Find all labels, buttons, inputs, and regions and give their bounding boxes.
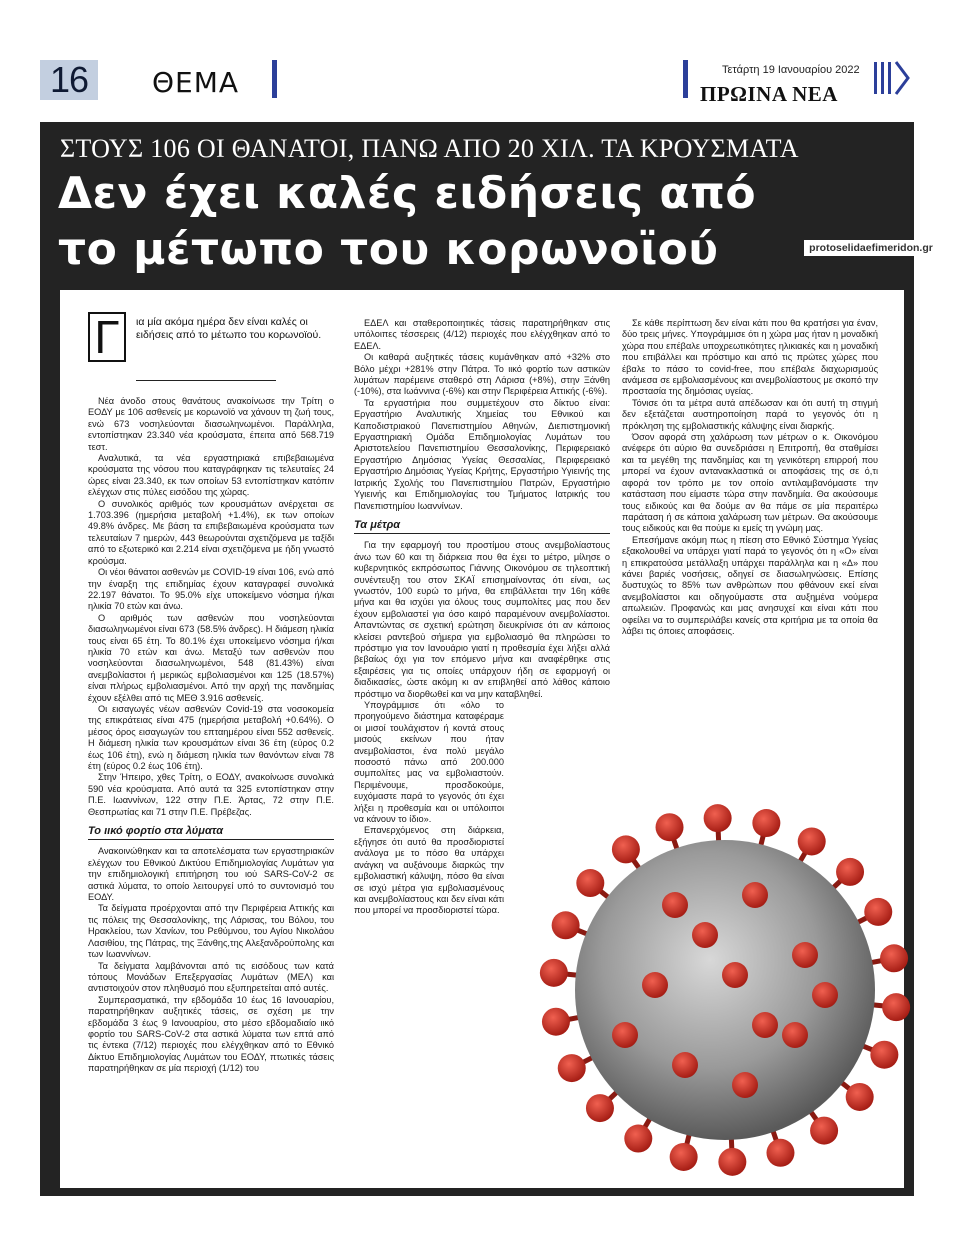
paragraph: Νέα άνοδο στους θανάτους ανακοίνωσε την Τρίτη ο ΕΟΔΥ με 106 ασθενείς με κορωνοϊό να χάνουν τη ζωή τους, ενώ 673 νοσηλεύονται διασωληνωμένοι. Παράλληλα, εντοπίστηκαν 23.340 νέα κρούσματα, έπειτα από 568.719 τεστ.	[88, 396, 334, 452]
spike-head	[670, 1143, 698, 1171]
article-headline	[58, 166, 798, 278]
surface-spike	[752, 1012, 778, 1038]
paragraph: Οι νέοι θάνατοι ασθενών με COVID-19 είναι 106, ενώ από την έναρξη της επιδημίας έχουν καταγραφεί συνολικά 22.197 θάνατοι. Το 95.0% είχε υποκείμενο νόσημα ή/και ηλικία 70 ετών και άνω.	[88, 567, 334, 612]
spike-head	[798, 827, 826, 855]
paragraph: Ανακοινώθηκαν και τα αποτελέσματα των εργαστηριακών ελέγχων του Εθνικού Δικτύου Επιδημιολογίας Λυμάτων για την επιδημιολογική επιτήρηση του ιού SARS-CoV-2 σε αστικά λύματα, το οποίο λειτουργεί υπό το συντονισμό του ΕΟΔΥ.	[88, 846, 334, 903]
paragraph: Αναλυτικά, τα νέα εργαστηριακά επιβεβαιωμένα κρούσματα της νόσου που καταγράφηκαν τις τελευταίες 24 ώρες είναι 23.340, εκ των οποίων 53 εντοπίστηκαν κατόπιν ελέγχων στις πύλες εισόδου της χώρας.	[88, 453, 334, 498]
surface-spike	[612, 1022, 638, 1048]
article-kicker: ΣΤΟΥΣ 106 ΟΙ ΘΑΝΑΤΟΙ, ΠΑΝΩ ΑΠΟ 20 ΧΙΛ. ΤΑ ΚΡΟΥΣΜΑΤΑ	[60, 134, 799, 163]
spike-head	[542, 1008, 570, 1036]
surface-spike	[742, 882, 768, 908]
headline-line-2: το μέτωπο του κορωνοϊού	[58, 224, 719, 275]
spike-head	[846, 1083, 874, 1111]
spike-head	[558, 1054, 586, 1082]
section-title: ΘΕΜΑ	[152, 66, 240, 99]
spike-head	[836, 858, 864, 886]
paragraph: Σε κάθε περίπτωση δεν είναι κάτι που θα κρατήσει για έναν, δύο τρεις μήνες. Υπογράμμισε ότι η χώρα μας ήταν η μοναδική χώρα που επέβαλε υποχρεωτικότητες ηλικιακές και η μοναδική που επιβάλλει και πρόστιμο και από τις πρώτες χώρες που έβαλε το πάσο το covid-free, που επέβαλε διαχωρισμούς ανάμεσα σε εμβολιασμένους και ανεμβολίαστους με σκοπό την προστασία της δημόσιας υγείας.	[622, 318, 878, 397]
spike-head	[612, 835, 640, 863]
paragraph: Στην Ήπειρο, χθες Τρίτη, ο ΕΟΔΥ, ανακοίνωσε συνολικά 590 νέα κρούσματα. Από αυτά τα 325 εντοπίστηκαν στην Π.Ε. Ιωαννίνων, 122 στην Π.Ε. Άρτας, 72 στην Π.Ε. Θεσπρωτίας και 71 στην Π.Ε. Πρέβεζας.	[88, 772, 334, 817]
paragraph: Τα δείγματα λαμβάνονται από τις εισόδους των κατά τόπους Μονάδων Επεξεργασίας Λυμάτων (ΜΕΛ) και αντιστοιχούν στον πληθυσμό που εξυπηρετείται από αυτές.	[88, 960, 334, 994]
spike-head	[766, 1139, 794, 1167]
surface-spike	[812, 982, 838, 1008]
spike-head	[656, 813, 684, 841]
spike-head	[718, 1148, 746, 1176]
surface-spike	[782, 1022, 808, 1048]
paragraph: Οι εισαγωγές νέων ασθενών Covid-19 στα νοσοκομεία της επικράτειας είναι 475 (ημερήσια μεταβολή +0.64%). Ο μέσος όρος εισαγωγών του επταημέρου είναι 552 ασθενείς. Η διάμεση ηλικία των κρουσμάτων είναι 36 έτη (εύρος 0.2 έως 106 έτη), ενώ η διάμεση ηλικία των θανόντων είναι 78 έτη (εύρος 0.2 έως 106 έτη).	[88, 703, 334, 771]
paragraph: Ο αριθμός των ασθενών που νοσηλεύονται διασωληνωμένοι είναι 673 (58.5% άνδρες). Η διάμεση ηλικία τους είναι 65 έτη. Το 80.1% έχει υποκείμενο νόσημα ή/και ηλικία 70 ετών και άνω. Μεταξύ των ασθενών που νοσηλεύονται διασωληνωμένοι, 548 (81.43%) είναι ανεμβολίαστοι ή μερικώς εμβολιασμένοι και 125 (18.57%) είναι πλήρως εμβολιασμένοι. Από την αρχή της πανδημίας έχουν εξέλθει από τις ΜΕΘ 3.916 ασθενείς.	[88, 612, 334, 703]
spike-head	[880, 944, 908, 972]
paragraph: Τόνισε ότι τα μέτρα αυτά απέδωσαν και ότι αυτή τη στιγμή δεν εξετάζεται αυστηροποίηση παρά το γεγονός ότι η πρόκληση της εμβολιαστικής κάλυψης είναι διαρκής.	[622, 397, 878, 431]
surface-spike	[672, 1052, 698, 1078]
surface-spike	[642, 972, 668, 998]
paragraph: Συμπερασματικά, την εβδομάδα 10 έως 16 Ιανουαρίου, παρατηρήθηκαν αυξητικές τάσεις, σε σχέση με την εβδομάδα 3 έως 9 Ιανουαρίου, στο μέσο εβδομαδιαίο ιικό φορτίο του SARS-CoV-2 στα αστικά λύματα των επτά από τις έντεκα (7/12) περιοχές που ελέγχθηκαν από το Εθνικό Δίκτυο Επιδημιολογίας Λυμάτων του ΕΟΔΥ, πτωτικές τάσεις παρατηρήθηκαν σε μία περιοχή (1/12) του	[88, 994, 334, 1074]
paragraph: Ο συνολικός αριθμός των κρουσμάτων ανέρχεται σε 1.703.396 (ημερήσια μεταβολή +1.4%), εκ των οποίων 49.8% άνδρες. Με βάση τα επιβεβαιωμένα κρούσματα των τελευταίων 7 ημερών, 443 θεωρούνται σχετιζόμενα με ταξίδι από το εξωτερικό και 2.214 είναι σχετιζόμενα με ήδη γνωστό κρούσμα.	[88, 498, 334, 566]
paragraph: Οι καθαρά αυξητικές τάσεις κυμάνθηκαν από +32% στο Βόλο μέχρι +281% στην Πάτρα. Το ιικό φορτίο των αστικών λυμάτων παρέμεινε σταθερό στη Λάρισα (+8%), στην Ξάνθη (-10%), στα Ιωάννινα (-6%) και στην Περιφέρεια Αττικής (-6%).	[354, 352, 610, 397]
spike-head	[864, 898, 892, 926]
coronavirus-illustration	[505, 785, 925, 1180]
lead-divider	[136, 380, 276, 381]
spike-head	[540, 959, 568, 987]
newspaper-logo-icon	[872, 60, 912, 96]
spike-head	[704, 804, 732, 832]
article-lead: ια μία ακόμα ημέρα δεν είναι καλές οι ειδήσεις από το μέτωπο του κορωνοϊού.	[136, 316, 322, 341]
paragraph: Για την εφαρμογή του προστίμου στους ανεμβολίαστους άνω των 60 και τη διάρκεια που θα έχει το μέτρο, μίλησε ο κυβερνητικός εκπρόσωπος Γιάννης Οικονόμου σε τηλεοπτική συνέντευξη του στον ΣΚΑΪ επισημαίνοντας ότι είναι, ως γνωστόν, 100 ευρώ το μήνα, θα επιβάλλεται την 16η κάθε μήνα και θα ισχύει για όλους τους συμπολίτες μας που δεν έχουν εμβολιαστεί για όσο καιρό παραμένουν ανεμβολίαστοι. Απαντώντας σε σχετική ερώτηση διευκρίνισε ότι αν κάποιος κλείσει ραντεβού σήμερα για εμβολιασμό θα πληρώσει το πρόστιμο για τον Ιανουάριο γιατί η προθεσμία έχει λήξει αλλά βεβαίως όχι για τον επόμενο μήνα και αναφέρθηκε στις εξαιρέσεις για τις οποίες υπάρχουν ήδη σε εφαρμογή οι διαδικασίες, ώστε ακόμη κι αν επιβληθεί από λάθος κάποιο πρόστιμο να διορθωθεί και να μην καταβληθεί.	[354, 540, 610, 699]
paragraph: Υπογράμμισε ότι «όλο το προηγούμενο διάστημα καταφέραμε οι μισοί τουλάχιστον ή κοντά στους μισούς εκείνων που ήταν ανεμβολίαστοι, ένα πολύ μεγάλο ποσοστό πάνω από 200.000 συμπολίτες μας να εμβολιαστούν. Περιμένουμε, προσδοκούμε, ευχόμαστε παρά το γεγονός ότι έχει λήξει η προθεσμία και οι υπόλοιποι να κάνουν το ίδιο».	[354, 700, 504, 825]
newspaper-name: ΠΡΩΙΝΑ ΝΕΑ	[700, 82, 838, 106]
spike-head	[870, 1041, 898, 1069]
subheading: Τα μέτρα	[354, 520, 610, 534]
page-number: 16	[40, 60, 98, 100]
paragraph: Επανερχόμενος στη διάρκεια, εξήγησε ότι αυτό θα προσδιοριστεί ανάλογα με το πόσο θα υπάρχει ανάγκη να αυξάνουμε διαρκώς την εμβολιαστική κάλυψη, πόσο θα είναι σε ισχύ μέτρα για εμβολιασμένους και ανεμβολίαστους και δεν είναι κάτι που μπορεί να προσδιοριστεί τώρα.	[354, 825, 504, 916]
paragraph: Όσον αφορά στη χαλάρωση των μέτρων ο κ. Οικονόμου ανέφερε ότι αύριο θα συνεδριάσει η Επιτροπή, θα σταθμίσει και τα μεγέθη της πανδημίας και τη γενικότερη επιρροή που μπορεί να έχουν αντανακλαστικά οι αποφάσεις της σε ό,τι αφορά τον τρόπο με τον οποίο αντιλαμβανόμαστε την κατάσταση που είμαστε τώρα στην πανδημία. Θα ακούσουμε τους ειδικούς και θα δούμε αν θα πάμε σε μία περαιτέρω παράταση ή σε κάποια χαλάρωση των μέτρων. Θα ακούσουμε τους ειδικούς και θα πούμε κι εμείς τη γνώμη μας.	[622, 432, 878, 534]
drop-cap: Γ	[88, 312, 126, 362]
spike-head	[624, 1125, 652, 1153]
article-column-3	[622, 318, 878, 637]
header-divider-left	[272, 60, 277, 98]
headline-line-1: Δεν έχει καλές ειδήσεις από	[58, 168, 757, 219]
paragraph: Τα εργαστήρια που συμμετέχουν στο δίκτυο είναι: Εργαστήριο Αναλυτικής Χημείας του Εθνικού και Καποδιστριακού Πανεπιστημίου Αθηνών, Διεπιστημονική Εργαστηριακή Ομάδα Επιδημιολογίας Λυμάτων του Αριστοτελείου Πανεπιστημίου Θεσσαλονίκης, Περιφερειακό Εργαστήριο Δημόσιας Υγείας Θεσσαλίας, Περιφερειακό Εργαστήριο Δημόσιας Υγείας Κρήτης, Εργαστήριο Υγιεινής της Ιατρικής Σχολής του Πανεπιστημίου Πατρών, Εργαστήριο Υγιεινής και Επιδημιολογίας του Τμήματος Ιατρικής του Πανεπιστημίου Ιωαννίνων.	[354, 397, 610, 511]
surface-spike	[732, 1072, 758, 1098]
header-divider-right	[683, 60, 688, 98]
spike-head	[810, 1117, 838, 1145]
spike-head	[576, 869, 604, 897]
subheading: Το ιικό φορτίο στα λύματα	[88, 826, 334, 840]
paragraph: Επεσήμανε ακόμη πως η πίεση στο Εθνικό Σύστημα Υγείας εξακολουθεί να υπάρχει γιατί παρά το γεγονός ότι η «Ο» είναι η επικρατούσα μετάλλαξη υπάρχει παράλληλα και η «Δ» που κάνει βαριές νοσήσεις, οδηγεί σε διασωληνώσεις. Επίσης δυστυχώς το 85% των ανθρώπων που φθάνουν εκεί είναι ανεμβολίαστοι και οδηγούμαστε στα αυξημένα νούμερα απωλειών. Προφανώς και μας ανησυχεί και είναι κάτι που οφείλει να το συμπεριλάβει κανείς στα κριτήρια με τα οποία θα λάβει τις όποιες αποφάσεις.	[622, 534, 878, 636]
spike-head	[752, 809, 780, 837]
watermark: protoselidaefimeridon.gr	[804, 240, 938, 256]
surface-spike	[722, 962, 748, 988]
surface-spike	[692, 922, 718, 948]
spike-head	[552, 911, 580, 939]
paragraph: ΕΔΕΛ και σταθεροποιητικές τάσεις παρατηρήθηκαν στις υπόλοιπες τέσσερεις (4/12) περιοχές που ελέγχθηκαν από το ΕΔΕΛ.	[354, 318, 610, 351]
article-column-1	[88, 396, 334, 1075]
issue-date: Τετάρτη 19 Ιανουαρίου 2022	[722, 64, 860, 76]
spike-head	[882, 993, 910, 1021]
surface-spike	[662, 892, 688, 918]
paragraph: Τα δείγματα προέρχονται από την Περιφέρεια Αττικής και τις πόλεις της Θεσσαλονίκης, της Λάρισας, του Βόλου, του Ηρακλείου, των Χανίων, του Ρεθύμνου, του Αγίου Νικολάου Λασιθίου, της Πάτρας, της Ξάνθης,της Αλεξανδρούπολης και των Ιωαννίνων.	[88, 903, 334, 960]
surface-spike	[792, 942, 818, 968]
spike-head	[586, 1094, 614, 1122]
